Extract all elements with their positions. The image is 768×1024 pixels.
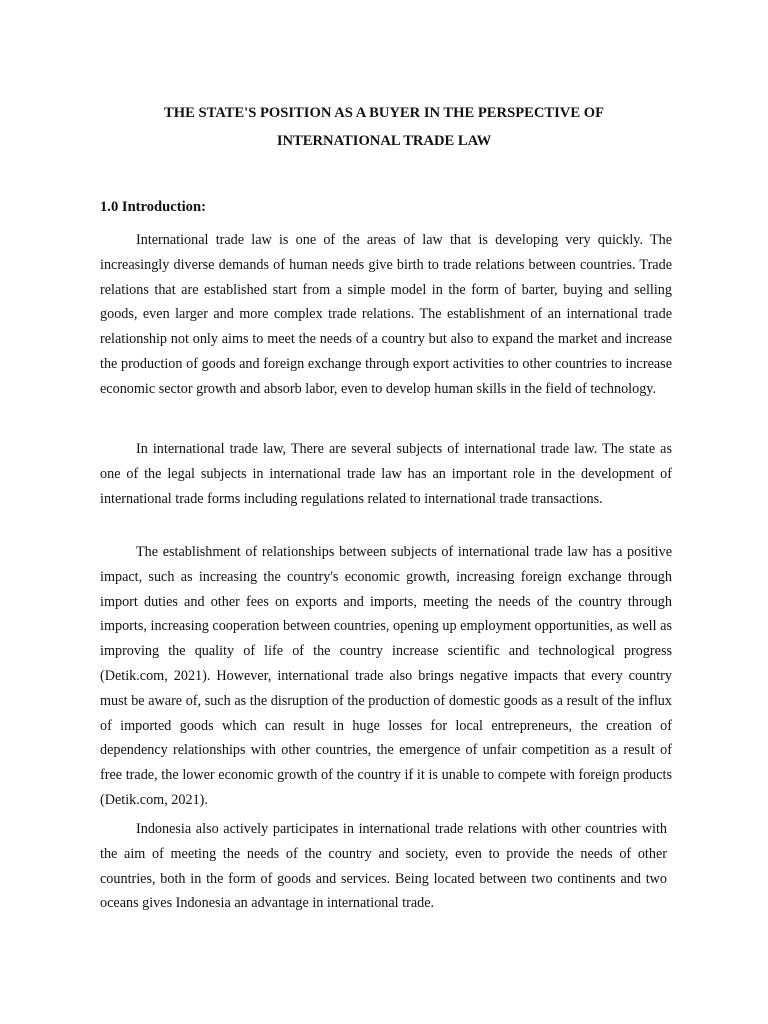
- document-title-line-2: INTERNATIONAL TRADE LAW: [276, 133, 492, 149]
- paragraph-1: International trade law is one of the areas of law that is developing very quickly. The increasingly diverse demands of human needs give birth to trade relations between countries. Trade relations that are established start from a simple model in the form of barter, buying and selling goods, even larger and more complex trade relations. The establishment of an international trade relationship not only aims to meet the needs of a country but also to expand the market and increase the production of goods and foreign exchange through export activities to other countries to increase economic sector growth and absorb labor, even to develop human skills in the field of technology.: [100, 232, 672, 397]
- section-heading: 1.0 Introduction:: [100, 199, 206, 215]
- paragraph-4: Indonesia also actively participates in international trade relations with other countries with the aim of meeting the needs of the country and society, even to provide the needs of other countries, both in the form of goods and services. Being located between two continents and two oceans gives Indonesia an advantage in international trade.: [100, 821, 667, 912]
- document-title-line-1: THE STATE'S POSITION AS A BUYER IN THE PERSPECTIVE OF: [164, 105, 604, 121]
- paragraph-3: The establishment of relationships between subjects of international trade law has a positive impact, such as increasing the country's economic growth, increasing foreign exchange through import duties and other fees on exports and imports, meeting the needs of the country through imports, increasing cooperation between countries, opening up employment opportunities, as well as improving the quality of life of the country increase scientific and technological progress (Detik.com, 2021). However, international trade also brings negative impacts that every country must be aware of, such as the disruption of the production of domestic goods as a result of the influx of imported goods which can result in huge losses for local entrepreneurs, the creation of dependency relationships with other countries, the emergence of unfair competition as a result of free trade, the lower economic growth of the country if it is unable to compete with foreign products (Detik.com, 2021).: [100, 544, 672, 808]
- paragraph-2: In international trade law, There are several subjects of international trade law. The state as one of the legal subjects in international trade law has an important role in the development of international trade forms including regulations related to international trade transactions.: [100, 441, 672, 507]
